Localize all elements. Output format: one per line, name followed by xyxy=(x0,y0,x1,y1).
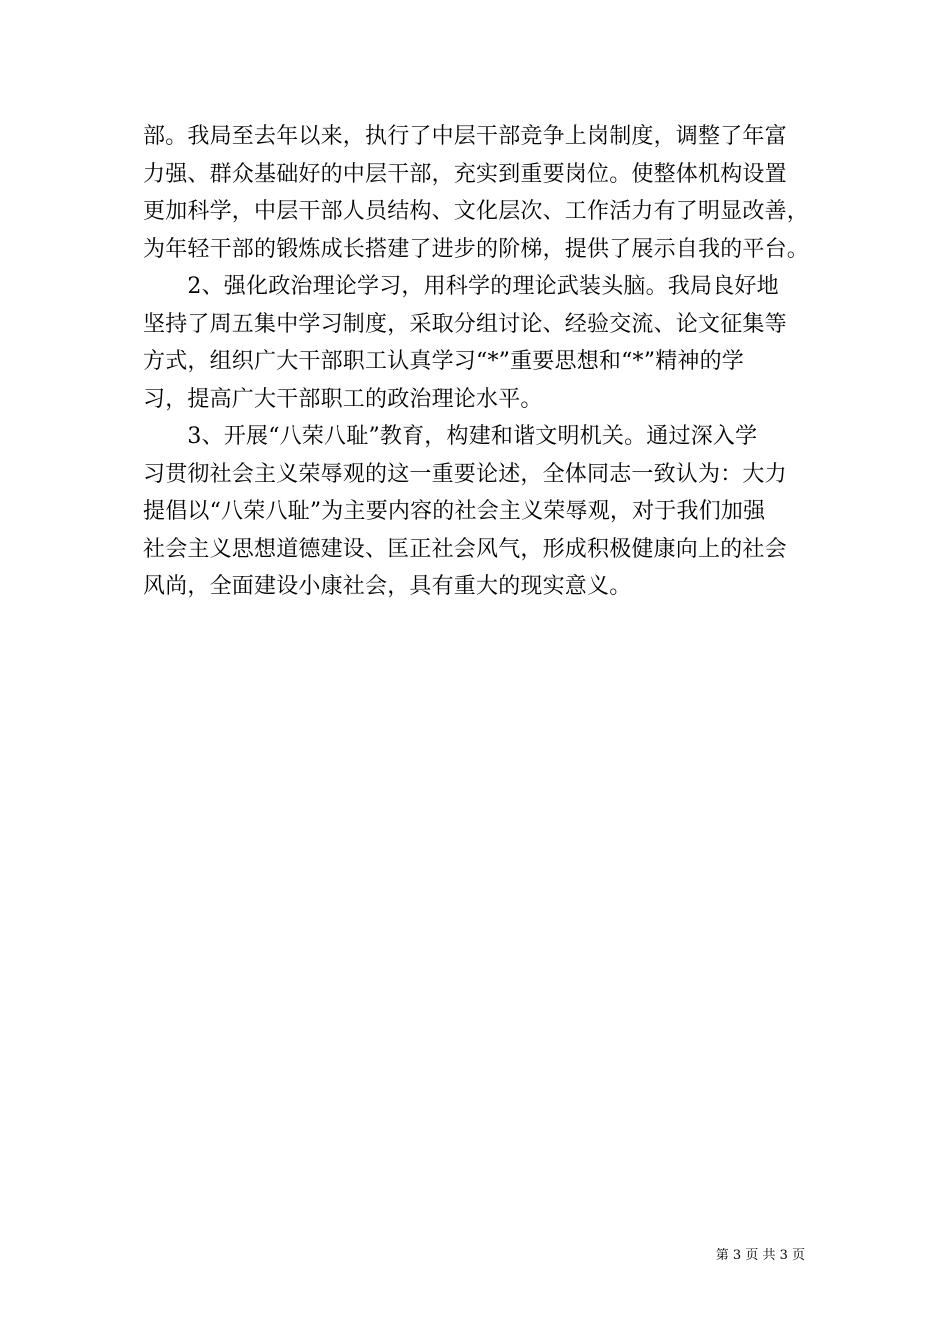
text-line: 更加科学，中层干部人员结构、文化层次、工作活力有了明显改善， xyxy=(143,199,810,224)
text-line: 坚持了周五集中学习制度，采取分组讨论、经验交流、论文征集等 xyxy=(143,311,787,337)
page-number: 第 3 页 共 3 页 xyxy=(715,1248,805,1263)
text-line: 方式，组织广大干部职工认真学习“*”重要思想和“*”精神的学 xyxy=(143,349,744,374)
text-line: 风尚，全面建设小康社会，具有重大的现实意义。 xyxy=(143,574,632,599)
text-line: 2、强化政治理论学习，用科学的理论武装头脑。我局良好地 xyxy=(143,274,779,299)
text-line: 为年轻干部的锻炼成长搭建了进步的阶梯，提供了展示自我的平台。 xyxy=(143,236,810,262)
text-line: 习贯彻社会主义荣辱观的这一重要论述，全体同志一致认为：大力 xyxy=(143,461,787,487)
text-line: 提倡以“八荣八耻”为主要内容的社会主义荣辱观，对于我们加强 xyxy=(143,499,766,524)
document-body xyxy=(143,118,813,606)
text-line: 力强、群众基础好的中层干部，充实到重要岗位。使整体机构设置 xyxy=(143,161,787,187)
text-line: 部。我局至去年以来，执行了中层干部竞争上岗制度，调整了年富 xyxy=(143,124,787,149)
text-line: 社会主义思想道德建设、匡正社会风气，形成积极健康向上的社会 xyxy=(143,536,787,562)
text-line: 习，提高广大干部职工的政治理论水平。 xyxy=(143,386,543,412)
text-line: 3、开展“八荣八耻”教育，构建和谐文明机关。通过深入学 xyxy=(143,424,758,449)
